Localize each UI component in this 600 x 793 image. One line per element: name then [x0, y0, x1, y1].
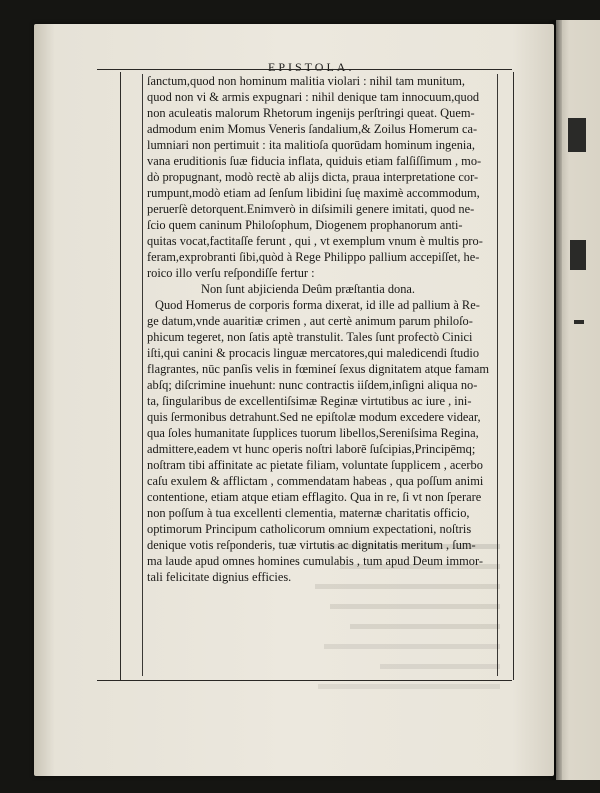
text-line: Quod Homerus de corporis forma dixerat, id ille ad pallium à Re-: [155, 298, 480, 312]
epistle-text: [147, 73, 499, 585]
facing-page-ornament: [568, 118, 586, 152]
text-line: vana eruditionis ſuæ fiducia inflata, quiduis etiam falſiſſimum , mo-: [147, 154, 482, 168]
text-line: iſti,qui canini & procacis linguæ mercatores,qui maledicendi ſtudio: [147, 346, 480, 360]
text-line: quis ſermonibus detrahunt.Sed ne epiſtolæ modum excedere videar,: [147, 410, 481, 424]
text-line: noſtram tibi affinitate ac pietate filiam, voluntate ſupplicem , acerbo: [147, 458, 483, 472]
text-line: non aculeatis malorum Rhetorum ingenijs perſtringi queat. Quem-: [147, 106, 475, 120]
text-line: flagrantes, nūc panſis velis in fœmineí ſexus dignitatem atque famam: [147, 362, 490, 376]
text-line: ge datum,vnde auaritiæ crimen , aut certè animum parum philoſo-: [147, 314, 473, 328]
facing-page-edge: [556, 20, 600, 780]
facing-page-text-fragment: [574, 320, 584, 324]
text-line: optimorum Principum catholicorum omnium expectationi, noſtris: [147, 522, 472, 536]
text-line: phicum tegeret, non ſatis aptè transtulit. Tales ſunt profectò Cinici: [147, 330, 473, 344]
top-rule: [97, 69, 512, 70]
text-line: ſanctum,quod non hominum malitia violari : nihil tam munitum,: [147, 74, 465, 88]
text-line: ma laude apud omnes homines cumulabis , tum apud Deum immor-: [147, 554, 483, 568]
text-line: non poſſum à tua excellenti clementia, maternæ charitatis officio,: [147, 506, 470, 520]
text-line: qua ſoles humanitate ſupplices tuorum libellos,Sereniſsima Regina,: [147, 426, 479, 440]
text-line: admodum enim Momus Veneris ſandalium,& Zoilus Homerum ca-: [147, 122, 478, 136]
show-through-texture: [310, 535, 500, 695]
text-line: peruerſè detorquent.Enimverò in diſsimili genere imitati, quod ne-: [147, 202, 475, 216]
text-line: feram,exprobranti ſibi,quòd à Rege Philippo pallium accepiſſet, he-: [147, 250, 480, 264]
verse-line: Non ſunt abjicienda Deûm præſtantia dona.: [201, 282, 416, 296]
text-line: lumniari non pertimuit : ita malitioſa quorūdam hominum ingenia,: [147, 138, 475, 152]
text-line: contentione, etiam atque etiam efflagito. Qua in re, ſi vt non ſperare: [147, 490, 482, 504]
text-line: tali felicitate dignius efficies.: [147, 570, 292, 584]
frame-inner-left-rule: [142, 74, 143, 676]
text-line: caſu exulem & afflictam , commendatam habeas , qua poſſum animi: [147, 474, 484, 488]
text-line: rumpunt,modò etiam ad ſenſum libidini ſuę maximè accommodum,: [147, 186, 480, 200]
text-line: dò propugnant, modò rectè ab alijs dicta, praua interpretatione cor-: [147, 170, 479, 184]
text-line: quod non vi & armis expugnari : nihil denique tam innocuum,quod: [147, 90, 480, 104]
text-line: denique votis reſponderis, tuæ virtutis ac dignitatis meritum , ſum-: [147, 538, 476, 552]
running-header: EPISTOLA.: [268, 60, 355, 74]
text-line: abſq; diſcrimine inuehunt: nunc contractis iiſdem,inſigni aliqua no-: [147, 378, 478, 392]
text-line: roico illo verſu reſpondiſſe fertur :: [147, 266, 315, 280]
facing-page-initial: [570, 240, 586, 270]
text-line: quitas vocat,factitaſſe ferunt , qui , vt exemplum vnum è multis pro-: [147, 234, 483, 248]
text-line: ſcio quem caninum Philoſophum, Diogenem prophanorum anti-: [147, 218, 463, 232]
text-line: admittere,eadem vt hunc operis noſtri laborē ſuſcipias,Principēmq;: [147, 442, 476, 456]
text-line: ta, ſingularibus de excellentiſsimæ Reginæ virtutibus ac iure , ini-: [147, 394, 472, 408]
